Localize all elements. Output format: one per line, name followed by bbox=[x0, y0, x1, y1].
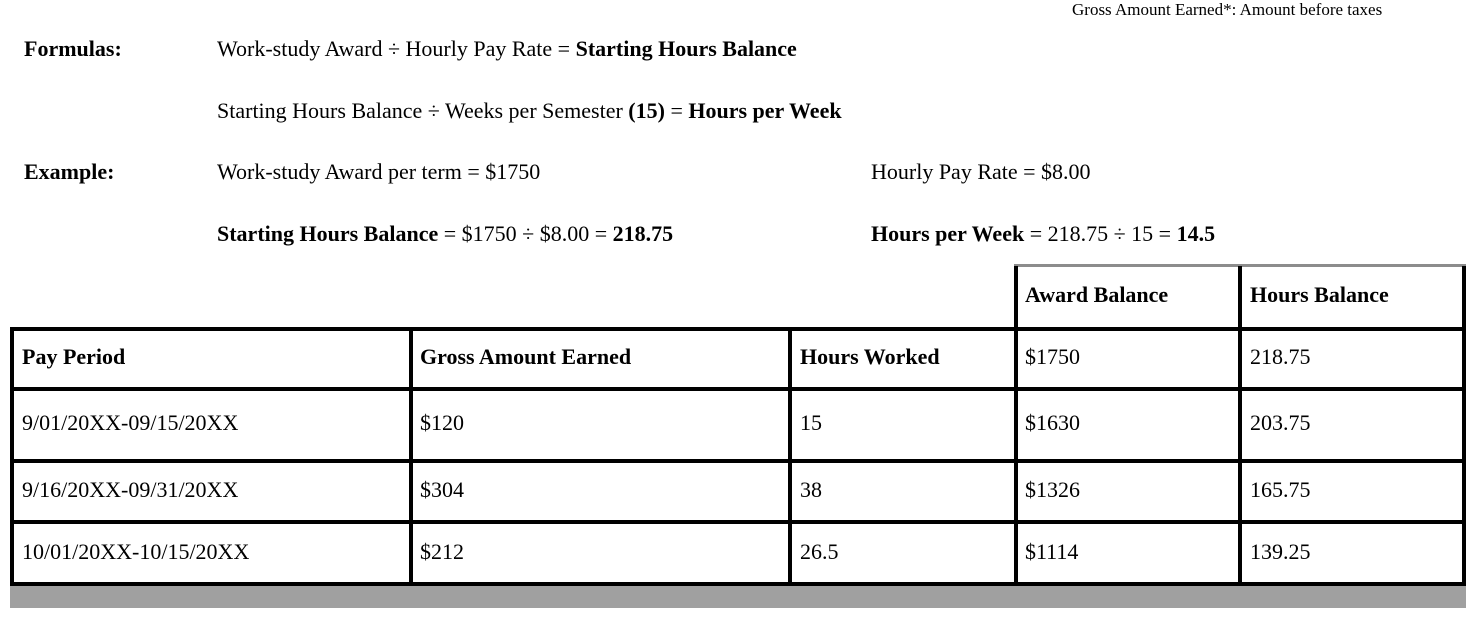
table-cell-gross: $212 bbox=[420, 539, 464, 564]
row-divider bbox=[10, 459, 1466, 463]
header-hours-balance: Hours Balance bbox=[1250, 282, 1389, 307]
col-divider bbox=[10, 327, 14, 586]
table-cell-award-balance: $1630 bbox=[1025, 410, 1080, 435]
formulas-label: Formulas: bbox=[24, 36, 122, 61]
example-award: Work-study Award per term = $1750 bbox=[217, 159, 541, 184]
formula-2-text: Starting Hours Balance ÷ Weeks per Semester bbox=[217, 98, 629, 123]
row-divider bbox=[10, 520, 1466, 524]
starting-hours-result: 218.75 bbox=[612, 221, 674, 246]
table-cell-pay-period: 10/01/20XX-10/15/20XX bbox=[22, 539, 250, 564]
formula-line-2 bbox=[217, 98, 842, 124]
header-pay-period: Pay Period bbox=[22, 344, 126, 369]
table-cell-hours-balance: 139.25 bbox=[1250, 539, 1311, 564]
formula-2-weeks: (15) bbox=[628, 98, 665, 123]
table-cell-pay-period: 9/16/20XX-09/31/20XX bbox=[22, 477, 239, 502]
example-rate: Hourly Pay Rate = $8.00 bbox=[871, 159, 1091, 184]
table-cell-award-balance: $1326 bbox=[1025, 477, 1080, 502]
table-cell-gross: $120 bbox=[420, 410, 464, 435]
hours-per-week-label: Hours per Week bbox=[871, 221, 1025, 246]
col-divider bbox=[788, 327, 792, 586]
table-cell-gross: $304 bbox=[420, 477, 464, 502]
col-divider bbox=[409, 327, 413, 586]
starting-hours-label: Starting Hours Balance bbox=[217, 221, 439, 246]
table-cell-hours-balance: 203.75 bbox=[1250, 410, 1311, 435]
formula-2-eq: = bbox=[664, 98, 689, 123]
footnote-text: Amount before taxes bbox=[1239, 0, 1383, 19]
col-divider bbox=[1238, 266, 1242, 586]
row-divider bbox=[10, 327, 1466, 331]
col-divider bbox=[1014, 266, 1018, 586]
col-divider bbox=[1462, 266, 1466, 586]
table-cell-hours-balance: 165.75 bbox=[1250, 477, 1311, 502]
start-award-balance: $1750 bbox=[1025, 344, 1080, 369]
formula-2-result: Hours per Week bbox=[688, 98, 842, 123]
formula-1-result: Starting Hours Balance bbox=[575, 36, 797, 61]
row-divider bbox=[10, 387, 1466, 391]
table-cell-award-balance: $1114 bbox=[1025, 539, 1079, 564]
header-gross-amount: Gross Amount Earned bbox=[420, 344, 632, 369]
hours-per-week-calc: = 218.75 ÷ 15 = bbox=[1024, 221, 1177, 246]
example-label: Example: bbox=[24, 159, 115, 184]
footnote-label: Gross Amount Earned*: bbox=[1072, 0, 1237, 19]
table-bottom-shade bbox=[10, 586, 1466, 608]
header-award-balance: Award Balance bbox=[1025, 282, 1169, 307]
example-hours-per-week bbox=[871, 221, 1215, 247]
table-cell-hours: 38 bbox=[800, 477, 822, 502]
hours-per-week-result: 14.5 bbox=[1176, 221, 1216, 246]
start-hours-balance: 218.75 bbox=[1250, 344, 1311, 369]
table-cell-hours: 15 bbox=[800, 410, 822, 435]
table-cell-pay-period: 9/01/20XX-09/15/20XX bbox=[22, 410, 239, 435]
formula-line-1 bbox=[217, 36, 797, 62]
footnote bbox=[1072, 0, 1382, 20]
example-starting-hours bbox=[217, 221, 673, 247]
header-hours-worked: Hours Worked bbox=[800, 344, 940, 369]
table-cell-hours: 26.5 bbox=[800, 539, 839, 564]
formula-1-text: Work-study Award ÷ Hourly Pay Rate = bbox=[217, 36, 576, 61]
starting-hours-calc: = $1750 ÷ $8.00 = bbox=[438, 221, 613, 246]
